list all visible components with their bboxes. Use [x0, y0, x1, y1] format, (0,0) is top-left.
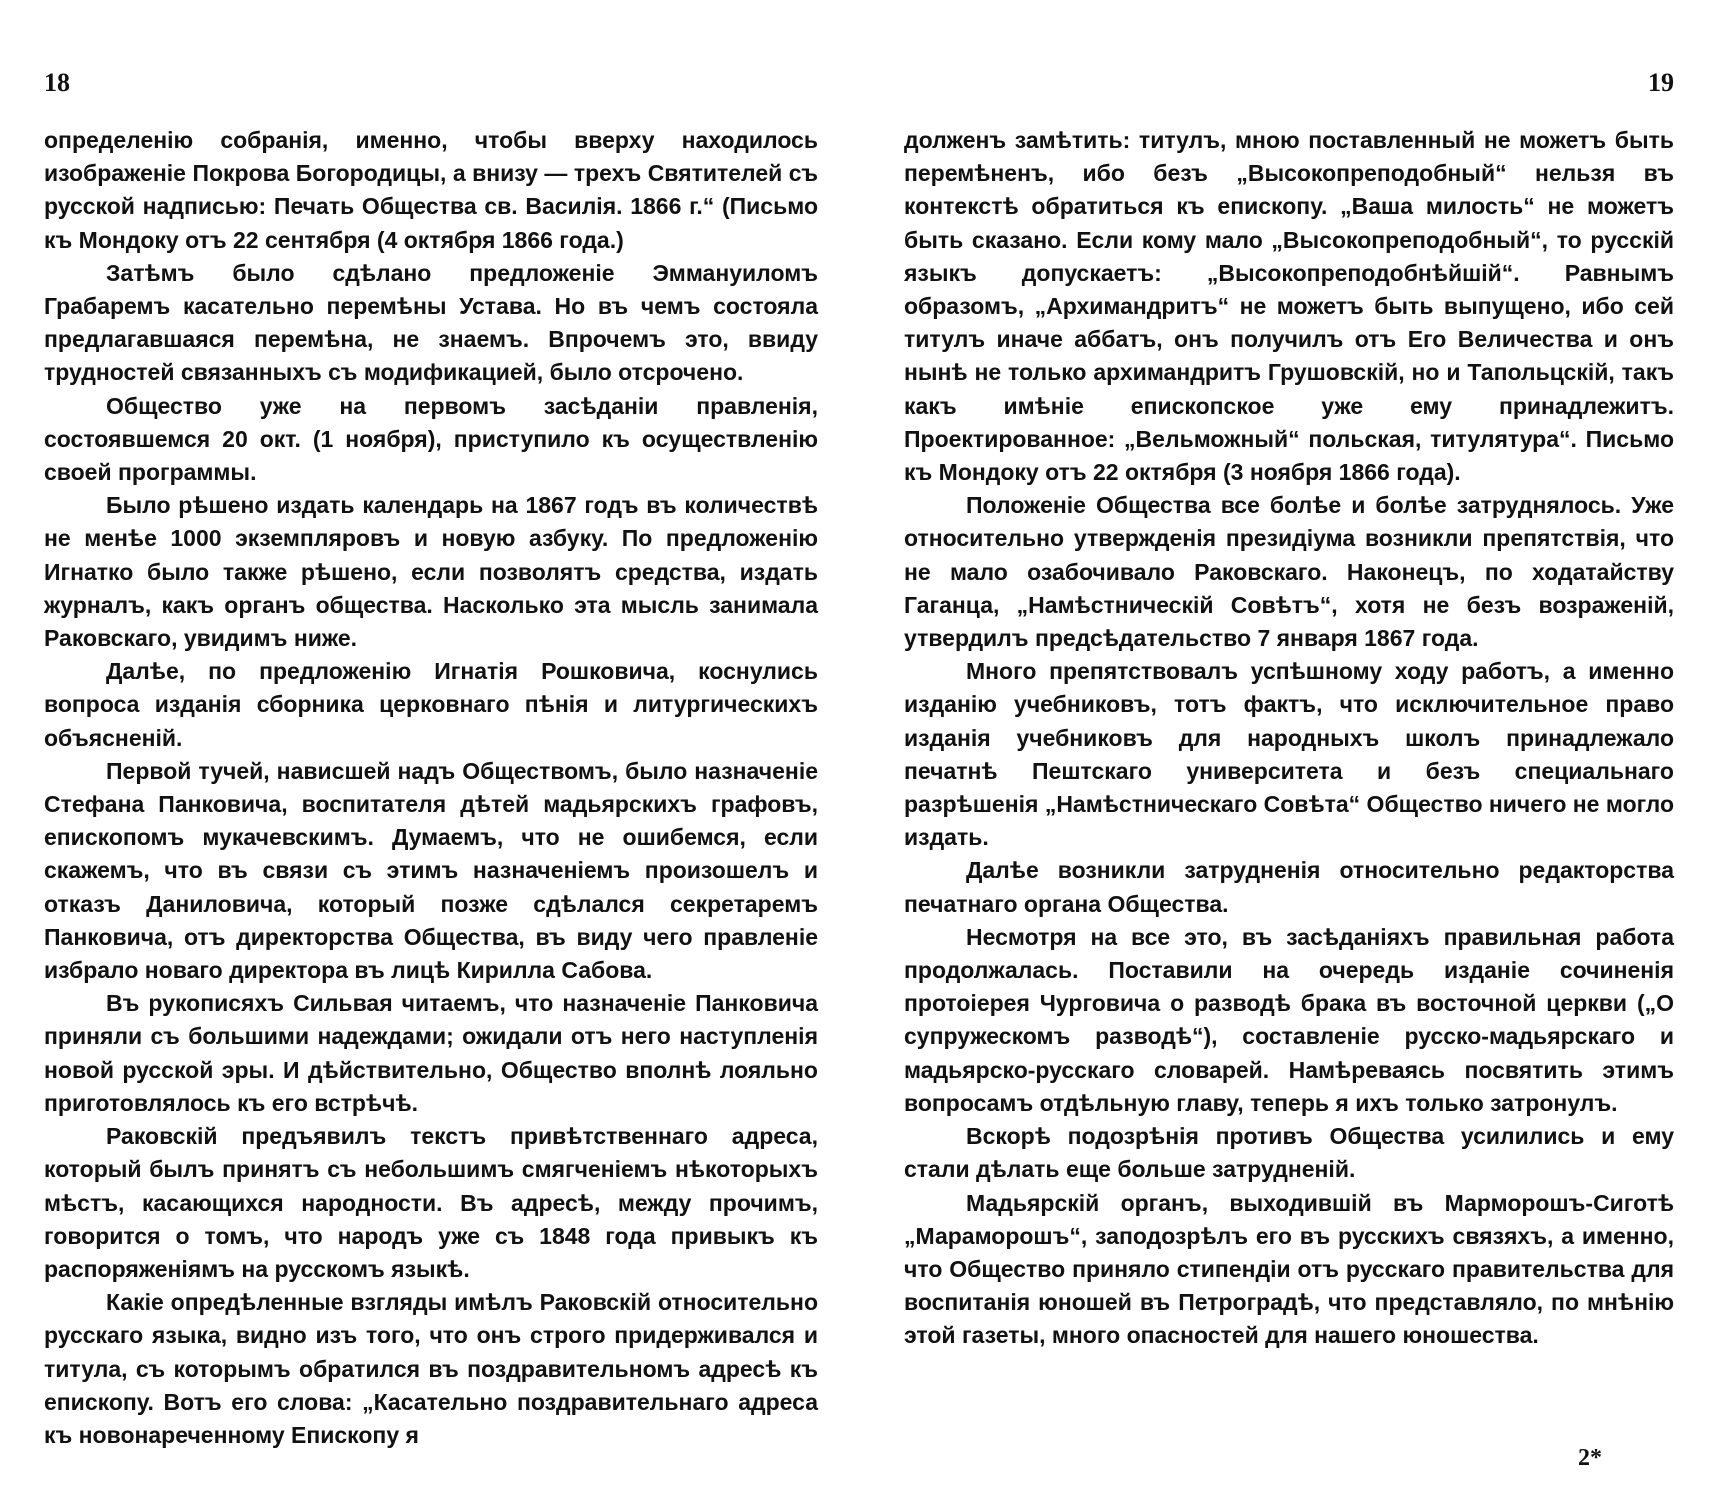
paragraph: Положеніе Общества все болѣе и болѣе затруднялось. Уже относительно утвержденія президіума возникли препятствія, что не мало озабочивало Раковскаго. Наконецъ, по ходатайству Гаганца, „Намѣстническій Совѣтъ“, хотя не безъ возраженій, утвердилъ предсѣдательство 7 января 1867 года. — [904, 492, 1674, 652]
paragraph: Мадьярскій органъ, выходившій въ Марморошъ-Сиготѣ „Мараморошъ“, заподозрѣлъ его въ русскихъ связяхъ, а именно, что Общество приняло стипендіи отъ русскаго правительства для воспитанія юношей въ Петроградѣ, что представляло, по мнѣнію этой газеты, много опасностей для нашего юношества. — [904, 1189, 1674, 1349]
paragraph: Затѣмъ было сдѣлано предложеніе Эммануиломъ Грабаремъ касательно перемѣны Устава. Но въ чемъ состояла предлагавшаяся перемѣна, не знаемъ. Впрочемъ это, ввиду трудностей связанныхъ съ модификацией, было отсрочено. — [44, 259, 818, 386]
paragraph: Далѣе, по предложенію Игнатія Рошковича, коснулись вопроса изданія сборника церковнаго пѣнія и литургическихъ объясненій. — [44, 658, 818, 751]
paragraph: Первой тучей, нависшей надъ Обществомъ, было назначеніе Стефана Панковича, воспитателя дѣтей мадьярскихъ графовъ, епископомъ мукачевскимъ. Думаемъ, что не ошибемся, если скажемъ, что въ связи съ этимъ назначеніемъ произошелъ и отказъ Даниловича, который позже сдѣлался секретаремъ Панковича, отъ директорства Общества, въ виду чего правленіе избрало новаго директора въ лицѣ Кирилла Сабова. — [44, 757, 818, 984]
paragraph: Раковскій предъявилъ текстъ привѣтственнаго адреса, который былъ принятъ съ небольшимъ смягченіемъ нѣкоторыхъ мѣстъ, касающихся народности. Въ адресѣ, между прочимъ, говорится о томъ, что народъ уже съ 1848 года привыкъ къ распоряженіямъ на русскомъ языкѣ. — [44, 1123, 818, 1282]
paragraph: долженъ замѣтить: титулъ, мною поставленный не можетъ быть перемѣненъ, ибо безъ „Высокопреподобный“ нельзя въ контекстѣ обратиться къ епископу. „Ваша милость“ не можетъ быть сказано. Если кому мало „Высокопреподобный“, то русскій языкъ допускаетъ: „Высокопреподобнѣйшій“. Равнымъ образомъ, „Архимандритъ“ не можетъ быть выпущено, ибо сей титулъ иначе аббатъ, онъ получилъ отъ Его Величества и онъ нынѣ не только архимандритъ Грушовскій, но и Тапольцскій, такъ какъ имѣніе епископское уже ему принадлежитъ. Проектированное: „Вельможный“ польская, титулятура“. Письмо къ Мондоку отъ 22 октября (3 ноября 1866 года). — [904, 127, 1674, 486]
signature-mark: 2* — [1578, 1445, 1602, 1471]
paragraph: Въ рукописяхъ Сильвая читаемъ, что назначеніе Панковича приняли съ большими надеждами; ожидали отъ него наступленія новой русской эры. И дѣйствительно, Общество вполнѣ лояльно приготовлялось къ его встрѣчѣ. — [44, 990, 818, 1116]
paragraph: Общество уже на первомъ засѣданіи правленія, состоявшемся 20 окт. (1 ноября), приступило къ осуществленію своей программы. — [44, 392, 818, 486]
paragraph: определенію собранія, именно, чтобы вверху находилось изображеніе Покрова Богородицы, а внизу — трехъ Святителей съ русской надписью: Печать Общества св. Василія. 1866 г.“ (Письмо къ Мондоку отъ 22 сентября (4 октября 1866 года.) — [44, 127, 818, 253]
paragraph: Какіе опредѣленные взгляды имѣлъ Раковскій относительно русскаго языка, видно изъ того, что онъ строго придерживался и титула, съ которымъ обратился въ поздравительномъ адресѣ къ епископу. Вотъ его слова: „Касательно поздравительнаго адреса къ новонареченному Епископу я — [44, 1289, 818, 1448]
paragraph: Несмотря на все это, въ засѣданіяхъ правильная работа продолжалась. Поставили на очередь изданіе сочиненія протоіерея Чурговича о разводѣ брака въ восточной церкви („О супружескомъ разводѣ“), составленіе русско-мадьярскаго и мадьярско-русскаго словарей. Намѣреваясь посвятить этимъ вопросамъ отдѣльную главу, теперь я ихъ только затронулъ. — [904, 923, 1674, 1116]
page-number-left: 18 — [44, 68, 70, 97]
paragraph: Много препятствовалъ успѣшному ходу работъ, а именно изданію учебниковъ, тотъ фактъ, что исключительное право изданія учебниковъ для народныхъ школъ принадлежало печатнѣ Пештскаго университета и безъ специальнаго разрѣшенія „Намѣстническаго Совѣта“ Общество ничего не могло издать. — [904, 658, 1674, 851]
right-page — [856, 0, 1712, 1500]
paragraph: Вскорѣ подозрѣнія противъ Общества усилились и ему стали дѣлать еще больше затрудненій. — [904, 1123, 1674, 1183]
paragraph: Было рѣшено издать календарь на 1867 годъ въ количествѣ не менѣе 1000 экземпляровъ и новую азбуку. По предложенію Игнатко было также рѣшено, если позволятъ средства, издать журналъ, какъ органъ общества. Насколько эта мысль занимала Раковскаго, увидимъ ниже. — [44, 492, 818, 652]
paragraph: Далѣе возникли затрудненія относительно редакторства печатнаго органа Общества. — [904, 857, 1674, 917]
right-page-text — [904, 124, 1674, 1353]
page-number-right: 19 — [1648, 68, 1674, 97]
left-page-text — [44, 124, 818, 1452]
